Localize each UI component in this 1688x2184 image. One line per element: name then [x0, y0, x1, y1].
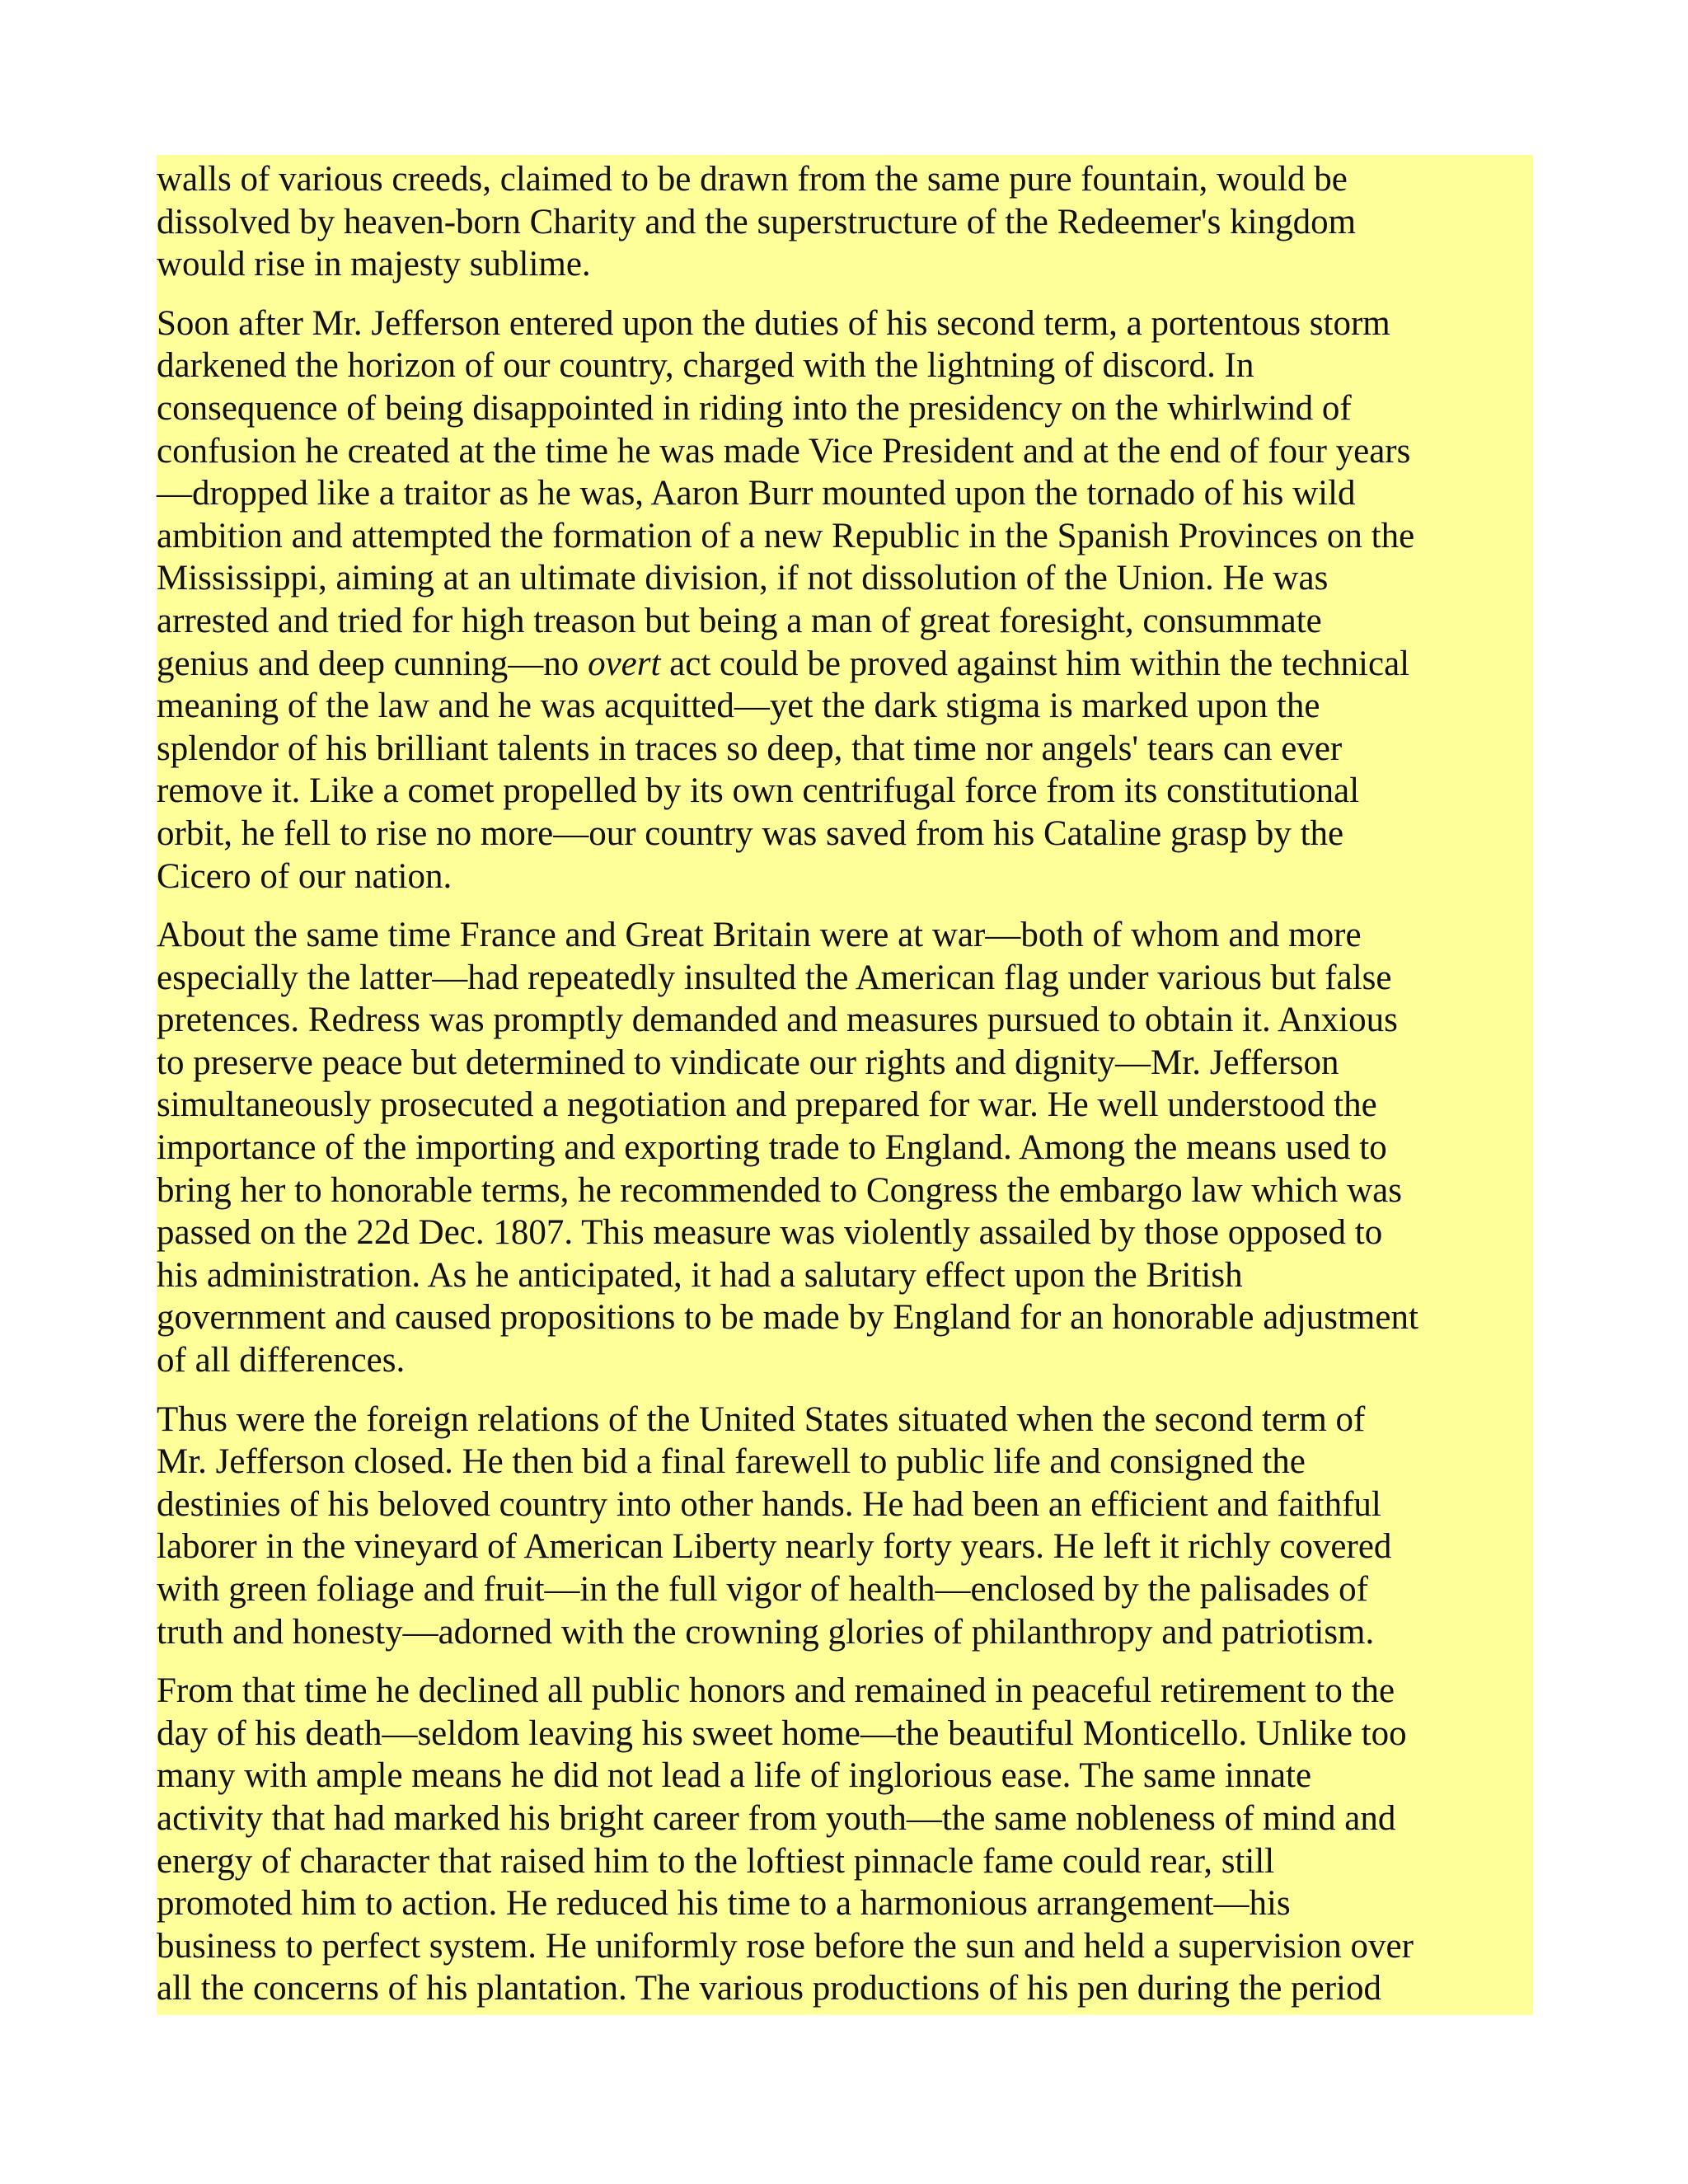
paragraph-1 [157, 158, 1533, 286]
text-line: promoted him to action. He reduced his time to a harmonious arrangement—his [157, 1884, 1291, 1924]
text-line: remove it. Like a comet propelled by its own centrifugal force from its constitutional [157, 771, 1360, 811]
text-line: would rise in majesty sublime. [157, 245, 591, 284]
text-line: Mr. Jefferson closed. He then bid a final farewell to public life and consigned the [157, 1442, 1306, 1482]
text-line: especially the latter—had repeatedly insulted the American flag under various but false [157, 958, 1392, 997]
text-line: activity that had marked his bright career from youth—the same nobleness of mind and [157, 1798, 1396, 1838]
emphasized-word: overt [588, 644, 661, 683]
paragraph-5 [157, 1670, 1533, 2010]
text-line: darkened the horizon of our country, charged with the lightning of discord. In [157, 346, 1254, 386]
text-line: Thus were the foreign relations of the United States situated when the second term of [157, 1399, 1366, 1439]
text-line: with green foliage and fruit—in the full vigor of health—enclosed by the palisades of [157, 1570, 1368, 1609]
text-line: splendor of his brilliant talents in traces so deep, that time nor angels' tears can ever [157, 729, 1343, 768]
text-line: importance of the importing and exporting trade to England. Among the means used to [157, 1128, 1387, 1168]
text-line: of all differences. [157, 1341, 406, 1380]
text-line: passed on the 22d Dec. 1807. This measure was violently assailed by those opposed to [157, 1213, 1383, 1253]
paragraph-4 [157, 1399, 1533, 1654]
text-line: Cicero of our nation. [157, 856, 452, 896]
text-line: destinies of his beloved country into other hands. He had been an efficient and faithful [157, 1484, 1381, 1524]
text-line: Mississippi, aiming at an ultimate division, if not dissolution of the Union. He was [157, 559, 1329, 598]
text-line: many with ample means he did not lead a life of inglorious ease. The same innate [157, 1756, 1312, 1796]
text-line: bring her to honorable terms, he recommended to Congress the embargo law which was [157, 1170, 1402, 1210]
text-line-with-emphasis [157, 643, 1533, 686]
text-line: government and caused propositions to be made by England for an honorable adjustment [157, 1298, 1418, 1338]
text-line: energy of character that raised him to the loftiest pinnacle fame could rear, still [157, 1841, 1275, 1881]
text-line: From that time he declined all public honors and remained in peaceful retirement to the [157, 1671, 1395, 1711]
text-line: truth and honesty—adorned with the crowning glories of philanthropy and patriotism. [157, 1612, 1375, 1652]
text-line: Soon after Mr. Jefferson entered upon the duties of his second term, a portentous storm [157, 303, 1390, 343]
text-line: his administration. As he anticipated, it had a salutary effect upon the British [157, 1255, 1243, 1295]
text-line: consequence of being disappointed in riding into the presidency on the whirlwind of [157, 388, 1352, 428]
text-line: simultaneously prosecuted a negotiation and prepared for war. He well understood the [157, 1085, 1377, 1125]
text-line: walls of various creeds, claimed to be drawn from the same pure fountain, would be [157, 160, 1348, 199]
text-line: pretences. Redress was promptly demanded and measures pursued to obtain it. Anxious [157, 1001, 1398, 1040]
paragraph-3 [157, 914, 1533, 1382]
text-line: to preserve peace but determined to vindicate our rights and dignity—Mr. Jefferson [157, 1043, 1339, 1082]
text-segment: act could be proved against him within the technical [660, 644, 1410, 683]
text-line: arrested and tried for high treason but being a man of great foresight, consummate [157, 601, 1322, 640]
text-line: confusion he created at the time he was made Vice President and at the end of four years [157, 431, 1411, 471]
text-line: —dropped like a traitor as he was, Aaron Burr mounted upon the tornado of his wild [157, 474, 1356, 513]
text-line: ambition and attempted the formation of a new Republic in the Spanish Provinces on the [157, 516, 1415, 555]
text-line: all the concerns of his plantation. The various productions of his pen during the period [157, 1969, 1381, 2008]
text-line: dissolved by heaven-born Charity and the superstructure of the Redeemer's kingdom [157, 202, 1357, 241]
text-line: day of his death—seldom leaving his sweet home—the beautiful Monticello. Unlike too [157, 1713, 1407, 1753]
text-line: orbit, he fell to rise no more—our country was saved from his Cataline grasp by the [157, 813, 1344, 853]
paragraph-2 [157, 302, 1533, 898]
highlighted-text-block [157, 155, 1533, 2015]
text-line: About the same time France and Great Britain were at war—both of whom and more [157, 916, 1362, 955]
text-line: laborer in the vineyard of American Liberty nearly forty years. He left it richly covered [157, 1527, 1392, 1567]
text-segment: genius and deep cunning—no [157, 644, 579, 683]
text-line: meaning of the law and he was acquitted—yet the dark stigma is marked upon the [157, 687, 1320, 726]
text-line: business to perfect system. He uniformly rose before the sun and held a supervision over [157, 1926, 1414, 1966]
